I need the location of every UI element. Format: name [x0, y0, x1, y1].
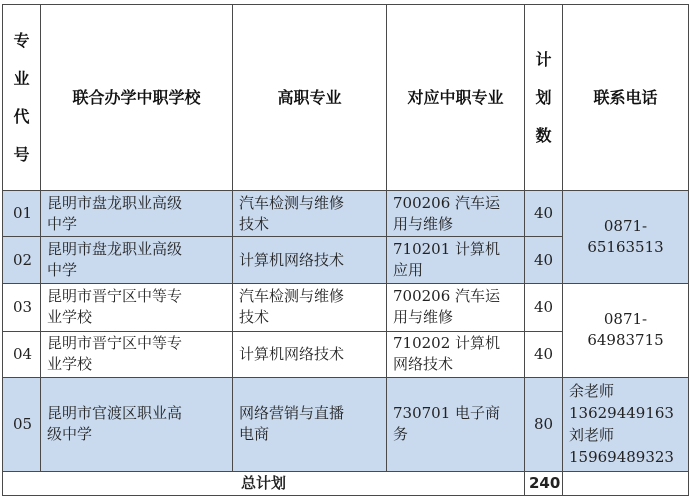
row-secondary-major: 730701 电子商 务 — [387, 377, 525, 471]
row-major: 计算机网络技术 — [233, 237, 387, 283]
row-major: 计算机网络技术 — [233, 331, 387, 377]
phone-panlong: 0871-65163513 — [563, 191, 689, 283]
row-plan: 40 — [525, 237, 563, 283]
total-value: 240 — [525, 471, 563, 495]
total-label: 总计划 — [3, 471, 525, 495]
total-blank-cell — [563, 471, 689, 495]
row-code: 01 — [3, 191, 41, 237]
table-row — [3, 283, 689, 331]
row-code: 02 — [3, 237, 41, 283]
row-school: 昆明市晋宁区中等专 业学校 — [41, 331, 233, 377]
table-row — [3, 377, 689, 471]
row-code: 03 — [3, 283, 41, 331]
row-plan: 40 — [525, 331, 563, 377]
row-major: 汽车检测与维修 技术 — [233, 283, 387, 331]
enrollment-plan-table — [2, 4, 689, 496]
contact-guandu: 余老师 13629449163 刘老师 15969489323 — [563, 377, 689, 471]
row-plan: 80 — [525, 377, 563, 471]
row-code: 05 — [3, 377, 41, 471]
header-row — [3, 5, 689, 191]
header-major: 高职专业 — [233, 5, 387, 191]
row-school: 昆明市晋宁区中等专 业学校 — [41, 283, 233, 331]
row-secondary-major: 700206 汽车运 用与维修 — [387, 283, 525, 331]
row-school: 昆明市盘龙职业高级 中学 — [41, 191, 233, 237]
row-secondary-major: 710202 计算机 网络技术 — [387, 331, 525, 377]
row-school: 昆明市官渡区职业高 级中学 — [41, 377, 233, 471]
table-row — [3, 191, 689, 237]
header-school: 联合办学中职学校 — [41, 5, 233, 191]
header-major-code: 专 业 代 号 — [3, 5, 41, 191]
row-school: 昆明市盘龙职业高级 中学 — [41, 237, 233, 283]
row-secondary-major: 710201 计算机 应用 — [387, 237, 525, 283]
row-plan: 40 — [525, 191, 563, 237]
row-plan: 40 — [525, 283, 563, 331]
row-major: 网络营销与直播 电商 — [233, 377, 387, 471]
row-code: 04 — [3, 331, 41, 377]
header-plan-count: 计 划 数 — [525, 5, 563, 191]
header-secondary-major: 对应中职专业 — [387, 5, 525, 191]
phone-jinning: 0871-64983715 — [563, 283, 689, 377]
row-major: 汽车检测与维修 技术 — [233, 191, 387, 237]
header-phone: 联系电话 — [563, 5, 689, 191]
row-secondary-major: 700206 汽车运 用与维修 — [387, 191, 525, 237]
total-row — [3, 471, 689, 495]
